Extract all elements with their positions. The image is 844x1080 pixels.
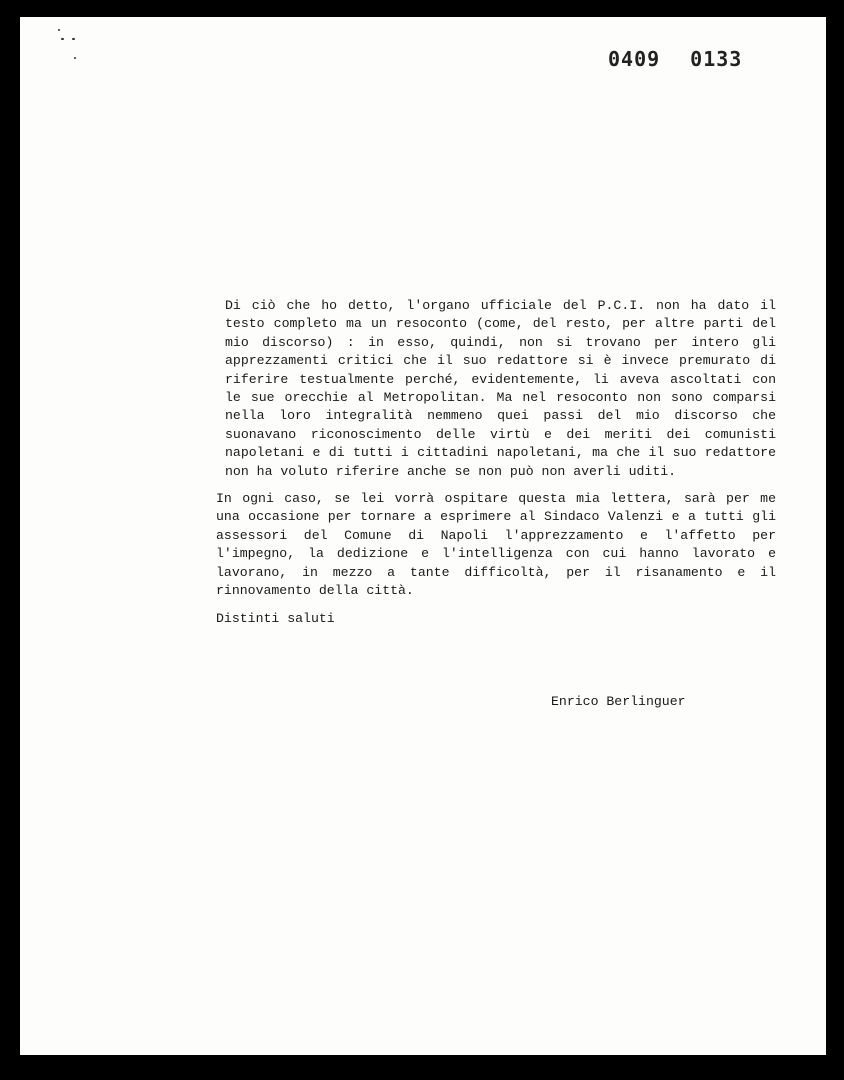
signature: Enrico Berlinguer bbox=[551, 694, 686, 709]
reference-number-1: 0409 bbox=[608, 47, 661, 71]
archive-reference-number bbox=[608, 47, 742, 71]
paragraph-1: Di ciò che ho detto, l'organo ufficiale del P.C.I. non ha dato il testo completo ma un resoconto (come, del resto, per altre parti del mio discorso) : in esso, quindi, non si trovano per intero gli apprezzamenti critici che il suo redattore si è invece premurato di riferire testualmente perché, evidentemente, li aveva ascoltati con le sue orecchie al Metropolitan. Ma nel resoconto non sono comparsi nella loro integralità nemmeno quei passi del mio discorso che suonavano riconoscimento delle virtù e dei meriti dei comunisti napoletani e di tutti i cittadini napoletani, ma che il suo redattore non ha voluto riferire anche se non può non averli uditi. bbox=[225, 298, 776, 479]
closing-salutation: Distinti saluti bbox=[216, 610, 335, 626]
scan-mark bbox=[58, 29, 60, 31]
scan-mark bbox=[61, 38, 64, 40]
paragraph-2: In ogni caso, se lei vorrà ospitare questa mia lettera, sarà per me una occasione per tornare a esprimere al Sindaco Valenzi e a tutti gli assessori del Comune di Napoli l'apprezzamento e l'affetto per l'impegno, la dedizione e l'intelligenza con cui hanno lavorato e lavorano, in mezzo a tante difficoltà, per il risanamento e il rinnovamento della città. bbox=[216, 491, 776, 599]
scan-mark bbox=[74, 57, 76, 59]
letter-body bbox=[216, 297, 776, 637]
reference-number-2: 0133 bbox=[690, 47, 743, 71]
scan-mark bbox=[72, 38, 75, 40]
